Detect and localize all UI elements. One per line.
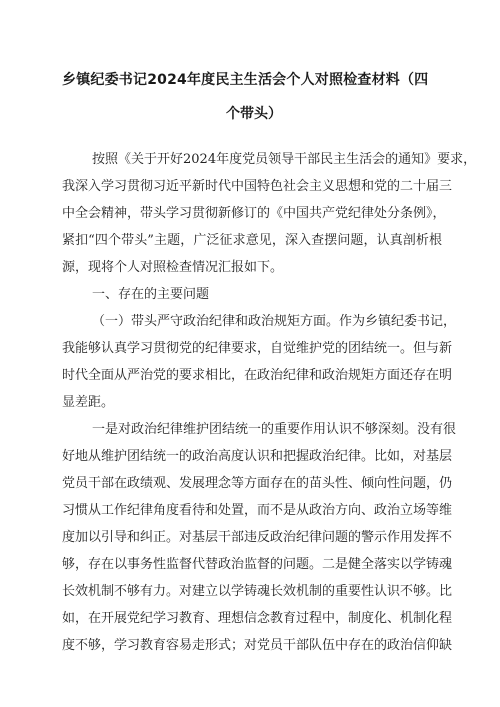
paragraph-1-line-4: 紧扣“四个带头”主题，广泛征求意见，深入查摆问题，认真剖析根 bbox=[62, 233, 442, 248]
paragraph-3-line-5: 度加以引导和纠正。对基层干部违反政治纪律问题的警示作用发挥不 bbox=[62, 530, 453, 545]
section-heading: 一、存在的主要问题 bbox=[92, 287, 210, 302]
paragraph-1-line-3: 中全会精神，带头学习贯彻新修订的《中国共产党纪律处分条例》， bbox=[62, 206, 446, 221]
document-title-line-1: 乡镇纪委书记2024年度民主生活会个人对照检查材料（四 bbox=[62, 72, 429, 88]
paragraph-1-line-5: 源，现将个人对照检查情况汇报如下。 bbox=[62, 260, 284, 275]
document-title-line-2: 个带头） bbox=[226, 106, 282, 122]
paragraph-2-line-4: 显差距。 bbox=[62, 395, 115, 410]
paragraph-3-line-2: 好地从维护团结统一的政治高度认识和把握政治纪律。比如，对基层 bbox=[62, 449, 453, 464]
paragraph-3-line-7: 长效机制不够有力。对建立以学铸魂长效机制的重要性认识不够。比 bbox=[62, 584, 453, 599]
paragraph-3-line-9: 度不够，学习教育容易走形式；对党员干部队伍中存在的政治信仰缺 bbox=[62, 638, 453, 653]
paragraph-2-line-3: 时代全面从严治党的要求相比，在政治纪律和政治规矩方面还存在明 bbox=[62, 368, 453, 383]
paragraph-3-line-3: 党员干部在政绩观、发展理念等方面存在的苗头性、倾向性问题，仍 bbox=[62, 476, 453, 491]
paragraph-3-line-6: 够，存在以事务性监督代替政治监督的问题。二是健全落实以学铸魂 bbox=[62, 557, 453, 572]
paragraph-1-line-1: 按照《关于开好2024年度党员领导干部民主生活会的通知》要求， bbox=[92, 152, 477, 167]
paragraph-2-line-1: （一）带头严守政治纪律和政治规矩方面。作为乡镇纪委书记， bbox=[92, 314, 457, 329]
paragraph-1-line-2: 我深入学习贯彻习近平新时代中国特色社会主义思想和党的二十届三 bbox=[62, 179, 453, 194]
paragraph-3-line-1: 一是对政治纪律维护团结统一的重要作用认识不够深刻。没有很 bbox=[92, 422, 457, 437]
paragraph-2-line-2: 我能够认真学习贯彻党的纪律要求，自觉维护党的团结统一。但与新 bbox=[62, 341, 453, 356]
paragraph-3-line-4: 习惯从工作纪律角度看待和处置，而不是从政治方向、政治立场等维 bbox=[62, 503, 453, 518]
paragraph-3-line-8: 如，在开展党纪学习教育、理想信念教育过程中，制度化、机制化程 bbox=[62, 611, 453, 626]
